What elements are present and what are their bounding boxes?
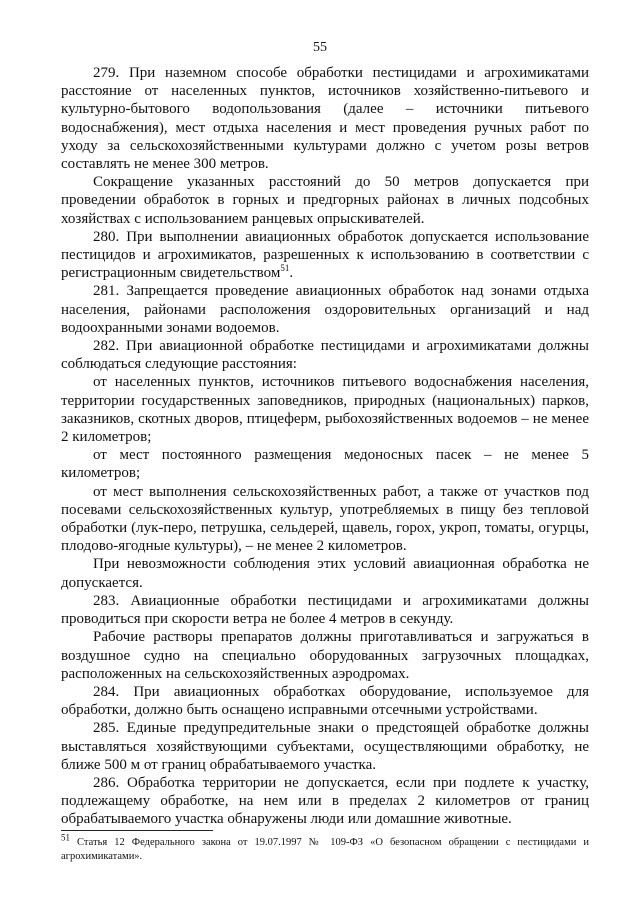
footnote-text: Статья 12 Федерального закона от 19.07.1997 № 109-ФЗ «О безопасном обращении с пестицидами и агрохимикатами».	[61, 837, 589, 862]
footnote	[61, 832, 589, 863]
paragraph-280-tail: .	[289, 265, 294, 282]
distance-item-settlements: от населенных пунктов, источников питьевого водоснабжения населения, территории государственных заповедников, природных (национальных) парков, заказников, скотных дворов, птицеферм, рыбохозяйственных водоемов – не менее 2 километров;	[61, 374, 589, 446]
paragraph-282: 282. При авиационной обработке пестицидами и агрохимикатами должны соблюдаться следующие расстояния:	[61, 338, 589, 373]
paragraph-283-solutions: Рабочие растворы препаратов должны приготавливаться и загружаться в воздушное судно на специально оборудованных загрузочных площадках, расположенных на сельскохозяйственных аэродромах.	[61, 629, 589, 682]
paragraph-281: 281. Запрещается проведение авиационных обработок над зонами отдыха населения, районами расположения оздоровительных организаций и над водоохранными зонами водоемов.	[61, 283, 589, 336]
distance-item-apiaries: от мест постоянного размещения медоносных пасек – не менее 5 километров;	[61, 447, 589, 482]
footnote-divider	[61, 830, 213, 831]
paragraph-282-impossibility: При невозможности соблюдения этих условий авиационная обработка не допускается.	[61, 556, 589, 591]
paragraph-285: 285. Единые предупредительные знаки о предстоящей обработке должны выставляться хозяйствующими субъектами, осуществляющими обработку, не ближе 500 м от границ обрабатываемого участка.	[61, 720, 589, 773]
distance-item-crops: от мест выполнения сельскохозяйственных работ, а также от участков под посевами сельскохозяйственных культур, употребляемых в пищу без тепловой обработки (лук-перо, петрушка, сельдерей, щавель, горох, укроп, томаты, огурцы, плодово-ягодные культуры), – не менее 2 километров.	[61, 483, 589, 555]
paragraph-283: 283. Авиационные обработки пестицидами и агрохимикатами должны проводиться при скорости ветра не более 4 метров в секунду.	[61, 592, 589, 628]
footnote-marker: 51	[61, 832, 70, 843]
paragraph-280-text: 280. При выполнении авиационных обработок допускается использование пестицидов и агрохимикатов, разрешенных к использованию в соответствии с регистрационным свидетельством	[61, 228, 589, 282]
paragraph-284: 284. При авиационных обработках оборудование, используемое для обработки, должно быть оснащено исправными отсечными устройствами.	[61, 683, 589, 719]
paragraph-279-reduction: Сокращение указанных расстояний до 50 метров допускается при проведении обработок в горных и предгорных районах в личных подсобных хозяйствах с использованием ранцевых опрыскивателей.	[61, 174, 589, 227]
paragraph-279: 279. При наземном способе обработки пестицидами и агрохимикатами расстояние от населенных пунктов, источников хозяйственно-питьевого и культурно-бытового водопользования (далее – источники питьевого водоснабжения), мест отдыха населения и мест проведения ручных работ по уходу за сельскохозяйственными культурами должно с учетом розы ветров составлять не менее 300 метров.	[61, 65, 589, 173]
paragraph-286: 286. Обработка территории не допускается, если при подлете к участку, подлежащему обработке, на нем или в пределах 2 километров от границ обрабатываемого участка обнаружены люди или домашние животные.	[61, 774, 589, 828]
page-number: 55	[313, 40, 327, 55]
paragraph-280	[61, 228, 589, 283]
footnote-reference[interactable]: 51	[280, 263, 290, 274]
document-body	[61, 64, 589, 829]
